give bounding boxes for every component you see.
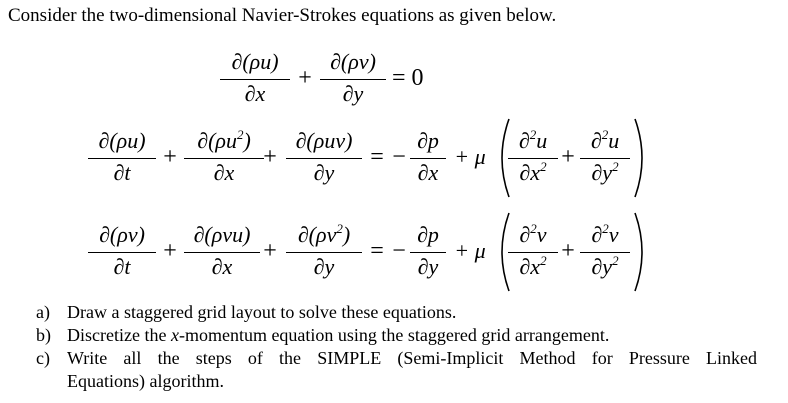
plus-sign: + <box>561 238 575 264</box>
continuity-rhs: = 0 <box>392 65 424 91</box>
y-momentum-equation <box>0 221 788 281</box>
xmom-term-3: ∂(ρuv) ∂y <box>286 127 362 187</box>
xmom-diffusion-x: ∂$^2$u $\partial x^2$ <box>508 127 558 187</box>
equals-sign: = <box>370 144 384 170</box>
question-label: a) <box>36 302 50 322</box>
minus-sign: − <box>392 144 406 170</box>
ymom-diffusion-y: ∂$^2$v $\partial y^2$ <box>580 221 630 281</box>
x-momentum-equation <box>0 127 788 187</box>
continuity-term-1: ∂(ρu) ∂x <box>220 48 290 108</box>
right-paren <box>630 211 652 293</box>
plus-sign: + <box>561 144 575 170</box>
question-text: Draw a staggered grid layout to solve these equations. <box>67 302 457 322</box>
plus-sign: + <box>163 238 177 264</box>
ymom-pressure-term: ∂p ∂y <box>410 221 446 281</box>
ymom-term-2: ∂(ρvu) ∂x <box>184 221 260 281</box>
xmom-diffusion-y: ∂$^2$u $\partial y^2$ <box>580 127 630 187</box>
ymom-diffusion-x: ∂$^2$v $\partial x^2$ <box>508 221 558 281</box>
equals-sign: = <box>370 238 384 264</box>
plus-sign: + <box>263 144 277 170</box>
question-text: Write all the steps of the SIMPLE (Semi-Implicit Method for Pressure Linked <box>67 348 757 368</box>
plus-mu: + μ <box>454 144 486 169</box>
question-text-continued: Equations) algorithm. <box>67 371 224 391</box>
plus-sign: + <box>298 65 312 91</box>
right-paren <box>630 117 652 199</box>
question-label: b) <box>36 325 51 345</box>
question-label: c) <box>36 348 50 368</box>
question-text: Discretize the x-momentum equation using the staggered grid arrangement. <box>67 325 610 345</box>
intro-text: Consider the two-dimensional Navier-Strokes equations as given below. <box>8 5 557 26</box>
continuity-term-2: ∂(ρv) ∂y <box>320 48 386 108</box>
minus-sign: − <box>392 238 406 264</box>
plus-sign: + <box>263 238 277 264</box>
xmom-term-1: ∂(ρu) ∂t <box>88 127 156 187</box>
ymom-term-1: ∂(ρv) ∂t <box>88 221 156 281</box>
xmom-term-2: $\partial(\rho u^2)$ ∂x <box>184 127 264 187</box>
plus-sign: + <box>163 144 177 170</box>
xmom-pressure-term: ∂p ∂x <box>410 127 446 187</box>
plus-mu: + μ <box>454 238 486 263</box>
continuity-equation <box>0 48 788 108</box>
ymom-term-3: $\partial(\rho v^2)$ ∂y <box>286 221 362 281</box>
